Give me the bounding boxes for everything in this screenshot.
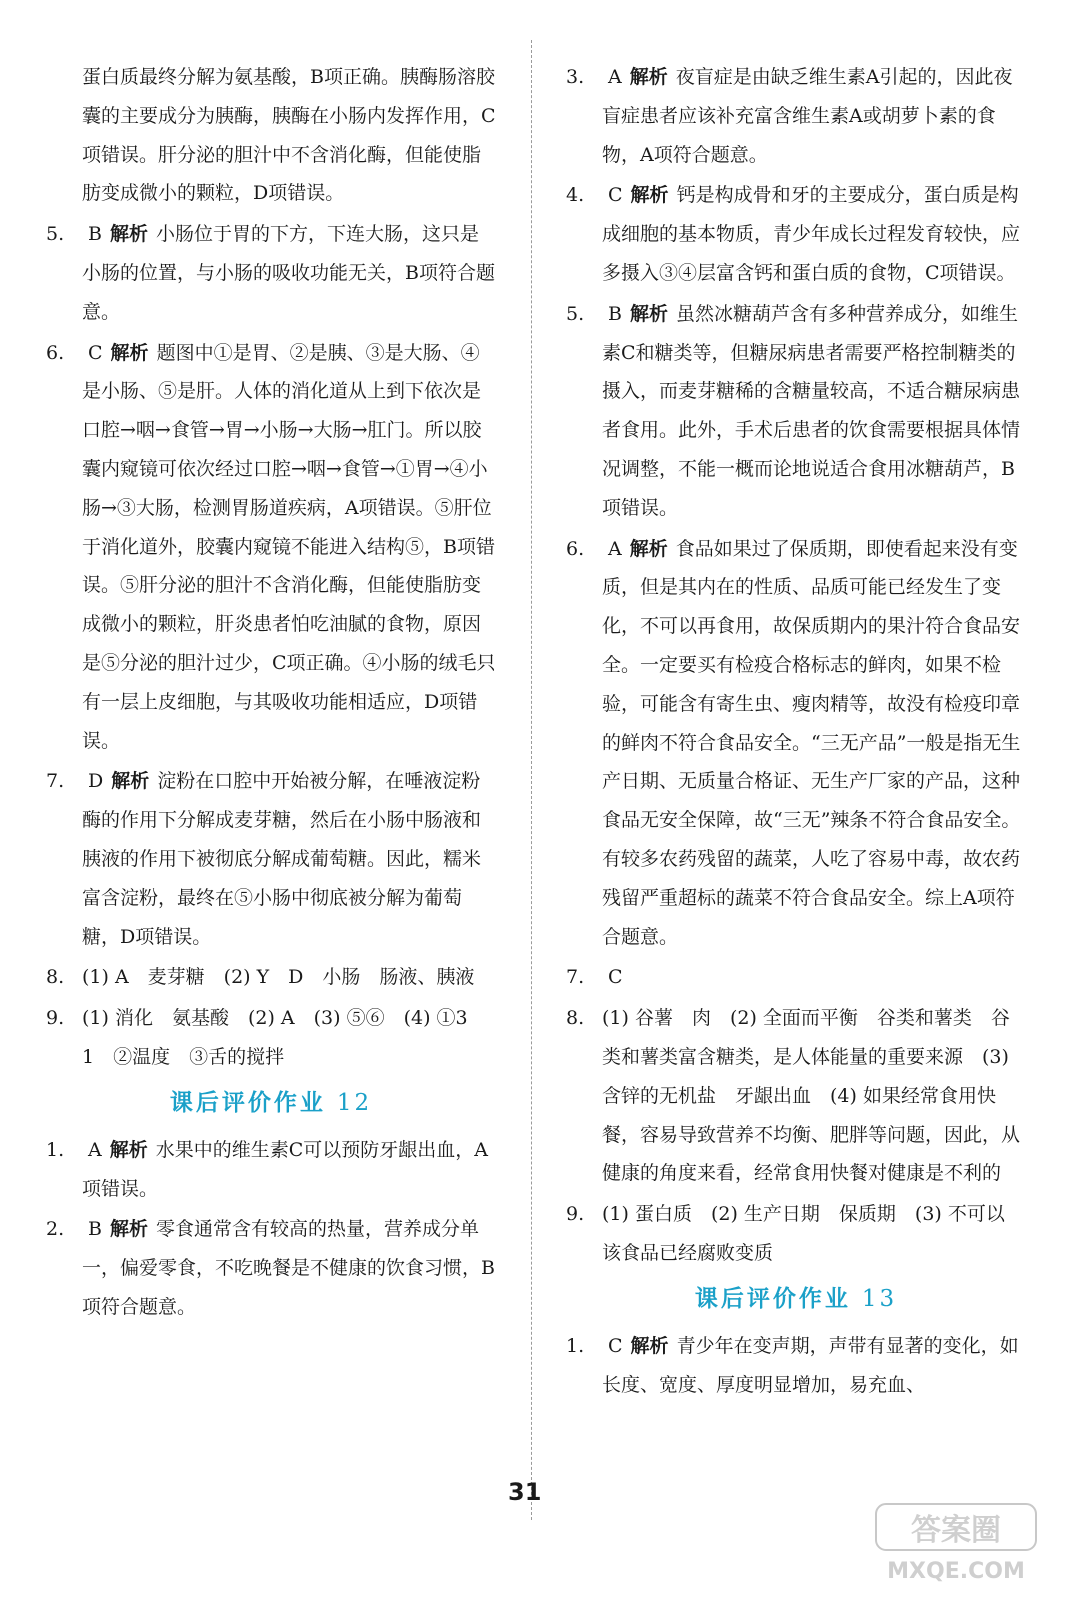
answer-item-2: 2. B 解析 零食通常含有较高的热量，营养成分单一，偏爱零食，不吃晚餐是不健康的饮食习惯，B项符合题意。: [46, 1218, 495, 1318]
page-number: 31: [508, 1478, 542, 1506]
section-heading-13: 课后评价作业 13: [694, 1285, 898, 1312]
answer-item-6: 6. C 解析 题图中①是胃、②是胰、③是大肠、④是小肠、⑤是肝。人体的消化道从上到下依次是口腔→咽→食管→胃→小肠→大肠→肛门。所以胶囊内窥镜可依次经过口腔→咽→食管→①胃→④小肠→③大肠，检测胃肠道疾病，A项错误。⑤肝位于消化道外，胶囊内窥镜不能进入结构⑤，B项错误。⑤肝分泌的胆汁不含消化酶，但能使脂肪变成微小的颗粒，肝炎患者怕吃油腻的食物，原因是⑤分泌的胆汁过少，C项正确。④小肠的绒毛只有一层上皮细胞，与其吸收功能相适应，D项错误。: [46, 341, 496, 752]
answer-item-1: 1. C 解析 青少年在变声期，声带有显著的变化，如长度、宽度、厚度明显增加，易充血、: [566, 1334, 1019, 1396]
answer-item-5: 5. B 解析 虽然冰糖葫芦含有多种营养成分，如维生素C和糖类等，但糖尿病患者需要严格控制糖类的摄入，而麦芽糖稀的含糖量较高，不适合糖尿病患者食用。此外，手术后患者的饮食需要根据具体情况调整，不能一概而论地说适合食用冰糖葫芦，B项错误。: [566, 302, 1021, 519]
watermark-text: 答案圈: [911, 1513, 1001, 1548]
answer-item-8: 8. (1) A 麦芽糖 (2) Y D 小肠 肠液、胰液: [46, 966, 475, 989]
answer-item-4: 4. C 解析 钙是构成骨和牙的主要成分，蛋白质是构成细胞的基本物质，青少年成长过程发育较快，应多摄入③④层富含钙和蛋白质的食物，C项错误。: [566, 184, 1021, 284]
watermark-url: MXQE.COM: [887, 1559, 1025, 1584]
answer-item-3: 3. A 解析 夜盲症是由缺乏维生素A引起的，因此夜盲症患者应该补充富含维生素A或胡萝卜素的食物，A项符合题意。: [566, 66, 1013, 166]
column-divider: [531, 40, 532, 1520]
answer-item-7: 7. D 解析 淀粉在口腔中开始被分解，在唾液淀粉酶的作用下分解成麦芽糖，然后在小肠中肠液和胰液的作用下被彻底分解成葡萄糖。因此，糯米富含淀粉，最终在⑤小肠中彻底被分解为葡萄糖，D项错误。: [46, 770, 482, 948]
section-heading-12: 课后评价作业 12: [169, 1089, 373, 1116]
answer-item-5: 5. B 解析 小肠位于胃的下方，下连大肠，这只是小肠的位置，与小肠的吸收功能无关，B项符合题意。: [46, 223, 495, 323]
answer-item-8: 8. (1) 谷薯 肉 (2) 全面而平衡 谷类和薯类 谷类和薯类富含糖类，是人体能量的重要来源 (3) 含锌的无机盐 牙龈出血 (4) 如果经常食用快餐，容易导致营养不均衡、肥胖等问题，因此，从健康的角度来看，经常食用快餐对健康是不利的: [566, 1007, 1021, 1185]
answer-item-9: 9. (1) 蛋白质 (2) 生产日期 保质期 (3) 不可以 该食品已经腐败变质: [566, 1203, 1024, 1264]
continued-answer: 蛋白质最终分解为氨基酸，B项正确。胰酶肠溶胶囊的主要成分为胰酶，胰酶在小肠内发挥作用，C项错误。肝分泌的胆汁中不含消化酶，但能使脂肪变成微小的颗粒，D项错误。: [82, 66, 496, 205]
watermark-logo: [856, 1498, 1056, 1588]
left-column: [46, 58, 496, 1329]
answer-item-1: 1. A 解析 水果中的维生素C可以预防牙龈出血，A项错误。: [46, 1138, 489, 1200]
answer-item-6: 6. A 解析 食品如果过了保质期，即使看起来没有变质，但是其内在的性质、品质可能已经发生了变化，不可以再食用，故保质期内的果汁符合食品安全。一定要买有检疫合格标志的鲜肉，如果不检验，可能含有寄生虫、瘦肉精等，故没有检疫印章的鲜肉不符合食品安全。“三无产品”一般是指无生产日期、无质量合格证、无生产厂家的产品，这种食品无安全保障，故“三无”辣条不符合食品安全。有较多农药残留的蔬菜，人吃了容易中毒，故农药残留严重超标的蔬菜不符合食品安全。综上A项符合题意。: [566, 537, 1021, 948]
answer-item-9: 9. (1) 消化 氨基酸 (2) A (3) ⑤⑥ (4) ①3 1 ②温度 ③舌的搅拌: [46, 1007, 487, 1068]
right-column: [566, 58, 1026, 1406]
answer-item-7: 7. C: [566, 966, 623, 989]
